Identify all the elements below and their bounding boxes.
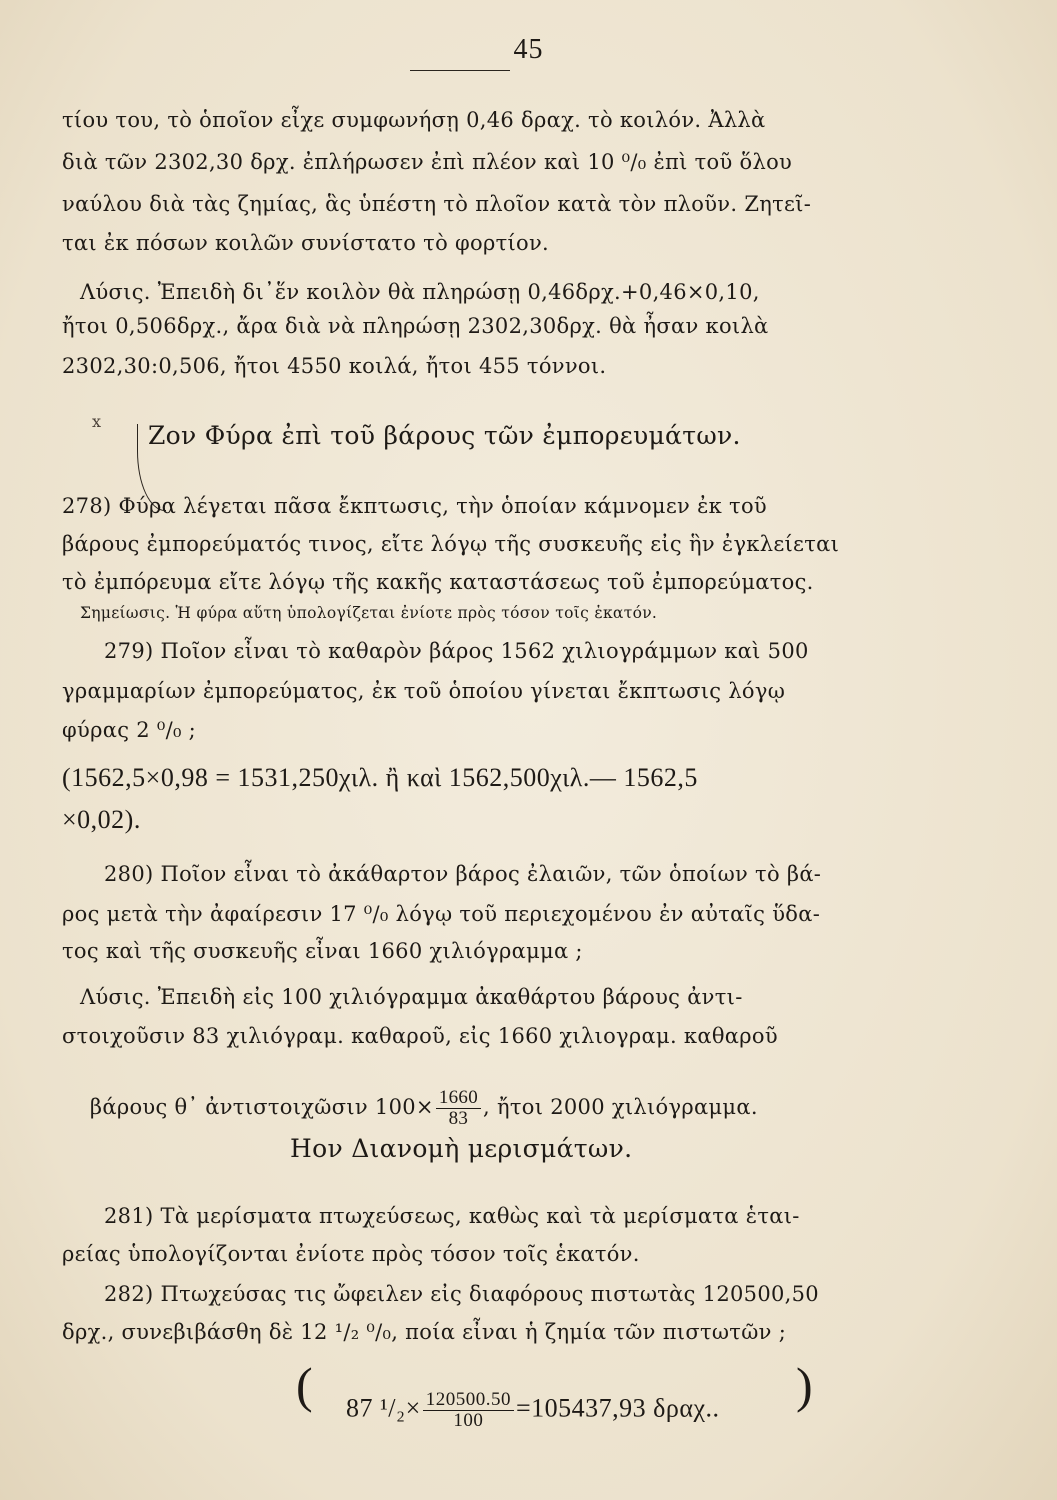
text-line: βάρους ἐμπορεύματός τινος, εἴτε λόγῳ τῆς συσκευῆς εἰς ἣν ἐγκλείεται bbox=[62, 532, 840, 556]
text-line: τὸ ἐμπόρευμα εἴτε λόγῳ τῆς κακῆς καταστάσεως τοῦ ἐμπορεύματος. bbox=[62, 570, 814, 594]
formula-line: ×0,02). bbox=[62, 805, 141, 834]
text-line: ται ἐκ πόσων κοιλῶν συνίστατο τὸ φορτίον. bbox=[62, 231, 550, 255]
open-paren: ( bbox=[296, 1357, 313, 1413]
text-line: τίου του, τὸ ὁποῖον εἶχε συμφωνήσῃ 0,46 δραχ. τὸ κοιλόν. Ἀλλὰ bbox=[62, 108, 766, 132]
fraction: $\frac{120500.50}{100}$ bbox=[423, 1390, 514, 1431]
solution-line: Λύσις. Ἐπειδὴ δι᾽ἕν κοιλὸν θὰ πληρώσῃ 0,46δρχ.+0,46×0,10, bbox=[80, 280, 760, 304]
text-line: στοιχοῦσιν 83 χιλιόγραμ. καθαροῦ, εἰς 1660 χιλιογραμ. καθαροῦ bbox=[62, 1024, 778, 1048]
problem-line: 281) Τὰ μερίσματα πτωχεύσεως, καθὼς καὶ τὰ μερίσματα ἑται- bbox=[104, 1204, 800, 1228]
formula-line: 87 ¹/₂× $\frac{120500.50}{100}$ =105437,93 δραχ.. bbox=[346, 1389, 720, 1431]
problem-line: 279) Ποῖον εἶναι τὸ καθαρὸν βάρος 1562 χιλιογράμμων καὶ 500 bbox=[104, 639, 809, 663]
section-heading: Ζον Φύρα ἐπὶ τοῦ βάρους τῶν ἐμπορευμάτων. bbox=[148, 421, 741, 450]
page-number-rule bbox=[410, 70, 510, 71]
solution-line: Λύσις. Ἐπειδὴ εἰς 100 χιλιόγραμμα ἀκαθάρτου βάρους ἀντι- bbox=[80, 985, 743, 1009]
text-line: ναύλου διὰ τὰς ζημίας, ἃς ὑπέστη τὸ πλοῖον κατὰ τὸν πλοῦν. Ζητεῖ- bbox=[62, 192, 812, 216]
formula-line: (1562,5×0,98 = 1531,250χιλ. ἢ καὶ 1562,500χιλ.— 1562,5 bbox=[62, 763, 698, 792]
fraction: $\frac{1660}{83}$ bbox=[436, 1088, 481, 1129]
problem-line: 280) Ποῖον εἶναι τὸ ἀκάθαρτον βάρος ἐλαιῶν, τῶν ὁποίων τὸ βά- bbox=[104, 862, 822, 886]
text-line: φύρας 2 ⁰/₀ ; bbox=[62, 718, 197, 742]
text-line: γραμμαρίων ἐμπορεύματος, ἐκ τοῦ ὁποίου γίνεται ἔκπτωσις λόγῳ bbox=[62, 679, 786, 703]
close-paren: ) bbox=[796, 1357, 813, 1413]
margin-mark: x bbox=[92, 412, 102, 431]
problem-line: 282) Πτωχεύσας τις ὤφειλεν εἰς διαφόρους πιστωτὰς 120500,50 bbox=[104, 1282, 819, 1306]
page-number: 45 bbox=[513, 34, 544, 65]
text-line: δρχ., συνεβιβάσθη δὲ 12 ¹/₂ ⁰/₀, ποία εἶναι ἡ ζημία τῶν πιστωτῶν ; bbox=[62, 1320, 787, 1344]
text-line: 2302,30:0,506, ἤτοι 4550 κοιλά, ἤτοι 455 τόννοι. bbox=[62, 354, 607, 378]
section-heading: Ηον Διανομὴ μερισμάτων. bbox=[290, 1134, 633, 1163]
note-line: Σημείωσις. Ἡ φύρα αὕτη ὑπολογίζεται ἐνίοτε πρὸς τόσον τοῖς ἑκατόν. bbox=[80, 604, 658, 622]
text-line: ἤτοι 0,506δρχ., ἄρα διὰ νὰ πληρώσῃ 2302,30δρχ. θὰ ἦσαν κοιλὰ bbox=[62, 314, 769, 338]
text-line: διὰ τῶν 2302,30 δρχ. ἐπλήρωσεν ἐπὶ πλέον καὶ 10 ⁰/₀ ἐπὶ τοῦ ὅλου bbox=[62, 150, 793, 174]
formula-line: βάρους θ᾽ ἀντιστοιχῶσιν 100× $\frac{1660}{83}$ , ἤτοι 2000 χιλιόγραμμα. bbox=[89, 1087, 758, 1129]
text-line: ρος μετὰ τὴν ἀφαίρεσιν 17 ⁰/₀ λόγῳ τοῦ περιεχομένου ἐν αὐταῖς ὕδα- bbox=[62, 902, 821, 926]
text-line: ρείας ὑπολογίζονται ἐνίοτε πρὸς τόσον τοῖς ἑκατόν. bbox=[62, 1242, 640, 1266]
text-line: τος καὶ τῆς συσκευῆς εἶναι 1660 χιλιόγραμμα ; bbox=[62, 939, 583, 963]
text-line: 278) Φύρα λέγεται πᾶσα ἔκπτωσις, τὴν ὁποίαν κάμνομεν ἐκ τοῦ bbox=[62, 494, 767, 518]
